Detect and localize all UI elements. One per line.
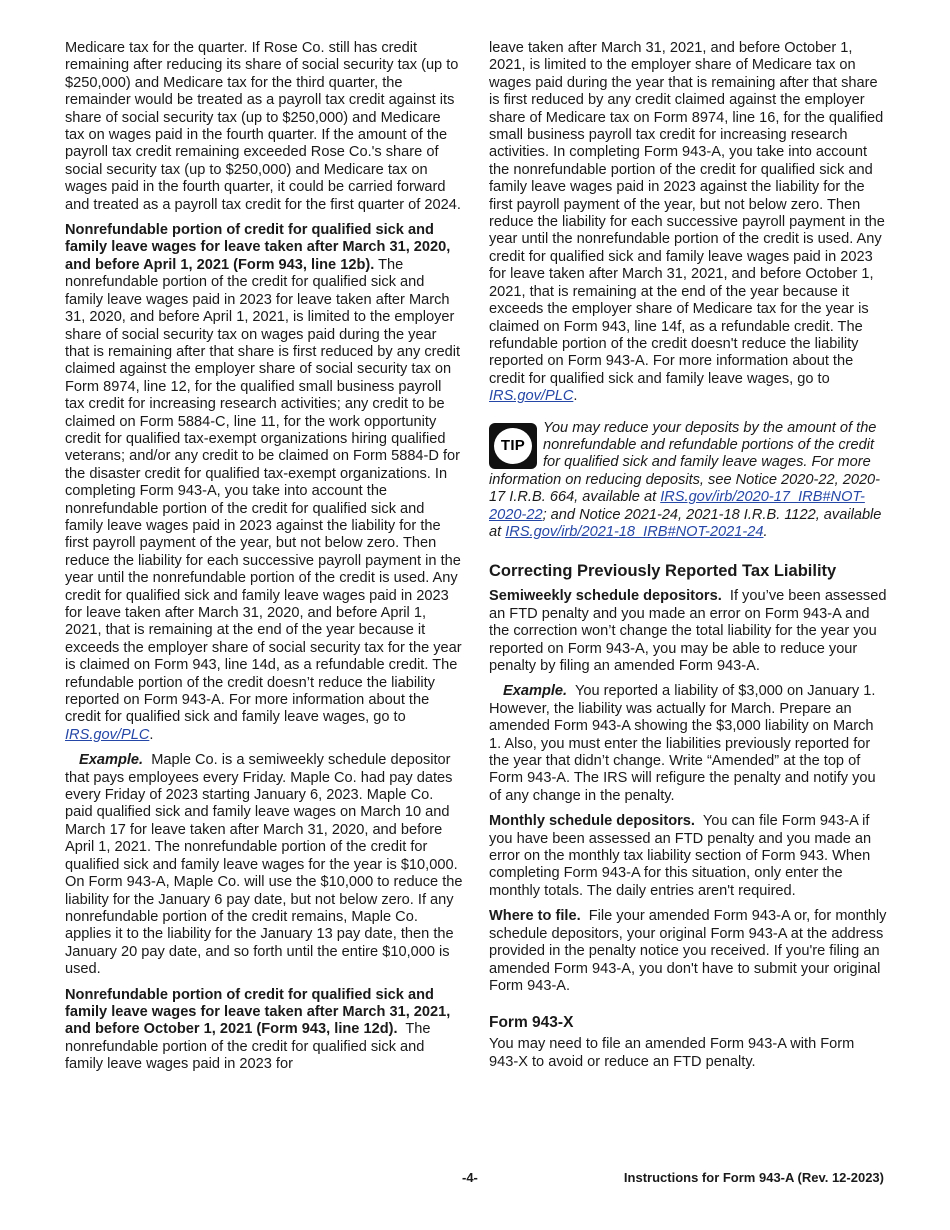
paragraph-rose-co: Medicare tax for the quarter. If Rose Co. still has credit remaining after reducing its share of social security tax (up to $250,000) and Medicare tax for the third quarter, the remainder would be treated as a payroll tax credit against its share of social security tax (up to $250,000) and Medicare tax on wages paid in the fourth quarter. If the amount of the payroll tax credit remaining exceeded Rose Co.'s share of social security tax (up to $250,000) and Medicare tax on wages paid in the fourth quarter, it could be carried forward and treated as a payroll tax credit for the first quarter of 2024.: [65, 40, 461, 213]
paragraph-monthly: [489, 813, 887, 900]
example-text: You reported a liability of $3,000 on January 1. However, the liability was actually for March. Prepare an amended Form 943-A showing the $3,000 liability on March 1. Also, you must enter the liabilities previously reported for the year that didn’t change. Write “Amended” at the top of Form 943-A. The IRS will refigure the penalty and notify you of any change in the penalty.: [489, 683, 876, 804]
example-text: Maple Co. is a semiweekly schedule depositor that pays employees every Friday. Maple Co. had pay dates every Friday of 2023 starting January 6, 2023. Maple Co. paid qualified sick and family leave wages on March 10 and March 17 for leave taken after March 31, 2020, and before April 1, 2021. The nonrefundable portion of the credit for qualified sick and family leave wages for the year is $10,000. On Form 943-A, Maple Co. will use the $10,000 to reduce the liability for the January 6 pay date, but not below zero. If any nonrefundable portion of the credit remains, Maple Co. applies it to the liability for the January 13 pay date, then the January 20 pay date, and so forth until the entire $10,000 is used.: [65, 752, 463, 978]
nonrefundable-2021-text: The nonrefundable portion of the credit for qualified sick and family leave wages paid in 2023 for: [65, 1021, 431, 1073]
tip-box: TIP You may reduce your deposits by the amount of the nonrefundable and refundable portions of the credit for qualified sick and family leave wages. For more information on reducing deposits, see Notice 2020-22, 2020-17 I.R.B. 664, available at IRS.gov/irb/2020-17_IRB#NOT-2020-22; and Notice 2021-24, 2021-18 I.R.B. 1122, available at IRS.gov/irb/2021-18_IRB#NOT-2021-24.: [489, 419, 882, 540]
where-to-file-text: File your amended Form 943-A or, for monthly schedule depositors, your original Form 943-A at the address provided in the penalty notice you received. If you're filing an amended Form 943-A, you don't have to submit your original Form 943-A.: [489, 908, 887, 994]
semiweekly-label: Semiweekly schedule depositors.: [489, 588, 722, 605]
footer-form-title: Instructions for Form 943-A (Rev. 12-2023): [623, 1170, 884, 1185]
paragraph-continued: leave taken after March 31, 2021, and before October 1, 2021, is limited to the employer share of Medicare tax on wages paid during the year that is remaining after that share is first reduced by any credit claimed against the employer share of Medicare tax on Form 8974, line 16, for the qualified small business payroll tax credit for increasing research activities. In completing Form 943-A, you take into account the nonrefundable portion of the credit for qualified sick and family leave wages paid in 2023 against the liability for the first payroll payment of the year, but not below zero. Then reduce the liability for each successive payroll payment in the year until the nonrefundable portion of the credit is used. Any credit for qualified sick and family leave wages paid in 2023 for leave taken after March 31, 2021, and before October 1, 2021, that is remaining at the end of the year because it exceeds the employer share of Medicare tax for the year is claimed on Form 943, line 14f, as a refundable credit. The refundable portion of the credit doesn't reduce the liability reported on Form 943-A. For more information about the credit for qualified sick and family leave wages, go to IRS.gov/PLC.: [489, 40, 885, 405]
example-label: Example.: [79, 752, 144, 769]
tip-icon: [489, 423, 537, 469]
paragraph-amended-example: [489, 683, 887, 805]
heading-nonrefundable-2021: Nonrefundable portion of credit for qualified sick and family leave wages for leave taken after March 31, 2021, and before October 1, 2021 (Form 943, line 12d).: [65, 986, 451, 1038]
tip-badge-label: TIP: [494, 428, 532, 464]
paragraph-semiweekly: [489, 588, 887, 675]
notice-2020-22-link[interactable]: IRS.gov/irb/2020-17_IRB#NOT-2020-22: [489, 489, 865, 523]
notice-2021-24-link[interactable]: IRS.gov/irb/2021-18_IRB#NOT-2021-24: [505, 523, 764, 540]
paragraph-form-943x: You may need to file an amended Form 943-A with Form 943-X to avoid or reduce an FTD penalty.: [489, 1036, 855, 1070]
irs-plc-link[interactable]: IRS.gov/PLC: [65, 726, 150, 743]
paragraph-maple-example: [65, 752, 463, 978]
paragraph-where-to-file: [489, 908, 887, 995]
heading-form-943x: Form 943-X: [489, 1014, 574, 1032]
monthly-text: You can file Form 943-A if you have been assessed an FTD penalty and you made an error on the monthly tax liability section of Form 943. When completing Form 943-A for this situation, only enter the monthly totals. The daily entries aren't required.: [489, 813, 872, 899]
heading-nonrefundable-2020: Nonrefundable portion of credit for qualified sick and family leave wages for leave taken after March 31, 2020, and before April 1, 2021 (Form 943, line 12b).: [65, 222, 451, 273]
irs-plc-link[interactable]: IRS.gov/PLC: [489, 388, 574, 405]
nonrefundable-2020-text: The nonrefundable portion of the credit for qualified sick and family leave wages paid in 2023 for leave taken after March 31, 2020, and before April 1, 2021, is limited to the employer share of social security tax on wages paid during the year that is remaining after that share is first reduced by any credit claimed against the employer share of social security tax on Form 8974, line 12, for the qualified small business payroll tax credit for increasing research activities; any credit to be claimed on Form 5884-C, line 11, for the work opportunity credit for qualified tax-exempt organizations hiring qualified veterans; and/or any credit to be claimed on Form 5884-D for the disaster credit for qualified tax-exempt organizations. In completing Form 943-A, you take into account the nonrefundable portion of the credit for qualified sick and family leave wages paid in 2023 against the liability for the first payroll payment of the year, but not below zero. Then reduce the liability for each successive payroll payment in the year until the nonrefundable portion of the credit is used. Any credit for qualified sick and family leave wages paid in 2023 for leave taken after March 31, 2020, and before April 1, 2021, that is remaining at the end of the year because it exceeds the employer share of social security tax for the year is claimed on Form 943, line 14d, as a refundable credit. The refundable portion of the credit doesn’t reduce the liability reported on Form 943-A. For more information about the credit for qualified sick and family leave wages, go to: [65, 256, 462, 726]
page-number: -4-: [462, 1170, 478, 1185]
tip-text: You may reduce your deposits by the amount of the nonrefundable and refundable portions of the credit for qualified sick and family leave wages. For more information on reducing deposits, see Notice 2020-22, 2020-17 I.R.B. 664, available at: [489, 419, 881, 506]
where-to-file-label: Where to file.: [489, 908, 581, 925]
semiweekly-text: If you’ve been assessed an FTD penalty and you made an error on Form 943-A and the correction won’t change the total liability for the year you reported on Form 943-A, you may be able to reduce your penalty by filing an amended Form 943-A.: [489, 588, 887, 674]
monthly-label: Monthly schedule depositors.: [489, 813, 695, 830]
tip-text-continued: ; and Notice 2021-24, 2021-18 I.R.B. 1122, available at: [489, 506, 882, 540]
heading-correcting-liability: Correcting Previously Reported Tax Liability: [489, 562, 837, 581]
left-column: [65, 40, 463, 1082]
paragraph-nonrefundable-2020: Nonrefundable portion of credit for qualified sick and family leave wages for leave taken after March 31, 2020, and before April 1, 2021 (Form 943, line 12b). The nonrefundable portion of the credit for qualified sick and family leave wages paid in 2023 for leave taken after March 31, 2020, and before April 1, 2021, is limited to the employer share of social security tax on wages paid during the year that is remaining after that share is first reduced by any credit claimed against the employer share of social security tax on Form 8974, line 12, for the qualified small business payroll tax credit for increasing research activities; any credit to be claimed on Form 5884-C, line 11, for the work opportunity credit for qualified tax-exempt organizations hiring qualified veterans; and/or any credit to be claimed on Form 5884-D for the disaster credit for qualified tax-exempt organizations. In completing Form 943-A, you take into account the nonrefundable portion of the credit for qualified sick and family leave wages paid in 2023 against the liability for the first payroll payment of the year, but not below zero. Then reduce the liability for each successive payroll payment in the year until the nonrefundable portion of the credit is used. Any credit for qualified sick and family leave wages paid in 2023 for leave taken after March 31, 2020, and before April 1, 2021, that is remaining at the end of the year because it exceeds the employer share of social security tax for the year is claimed on Form 943, line 14d, as a refundable credit. The refundable portion of the credit doesn’t reduce the liability reported on Form 943-A. For more information about the credit for qualified sick and family leave wages, go to IRS.gov/PLC.: [65, 222, 462, 743]
right-column: [489, 40, 887, 1079]
continued-text: leave taken after March 31, 2021, and before October 1, 2021, is limited to the employer share of Medicare tax on wages paid during the year that is remaining after that share is first reduced by any credit claimed against the employer share of Medicare tax on Form 8974, line 16, for the qualified small business payroll tax credit for increasing research activities. In completing Form 943-A, you take into account the nonrefundable portion of the credit for qualified sick and family leave wages paid in 2023 against the liability for the first payroll payment of the year, but not below zero. Then reduce the liability for each successive payroll payment in the year until the nonrefundable portion of the credit is used. Any credit for qualified sick and family leave wages paid in 2023 for leave taken after March 31, 2021, and before October 1, 2021, that is remaining at the end of the year because it exceeds the employer share of Medicare tax for the year is claimed on Form 943, line 14f, as a refundable credit. The refundable portion of the credit doesn't reduce the liability reported on Form 943-A. For more information about the credit for qualified sick and family leave wages, go to: [489, 40, 885, 387]
example-label: Example.: [503, 683, 568, 700]
paragraph-nonrefundable-2021: [65, 987, 463, 1074]
